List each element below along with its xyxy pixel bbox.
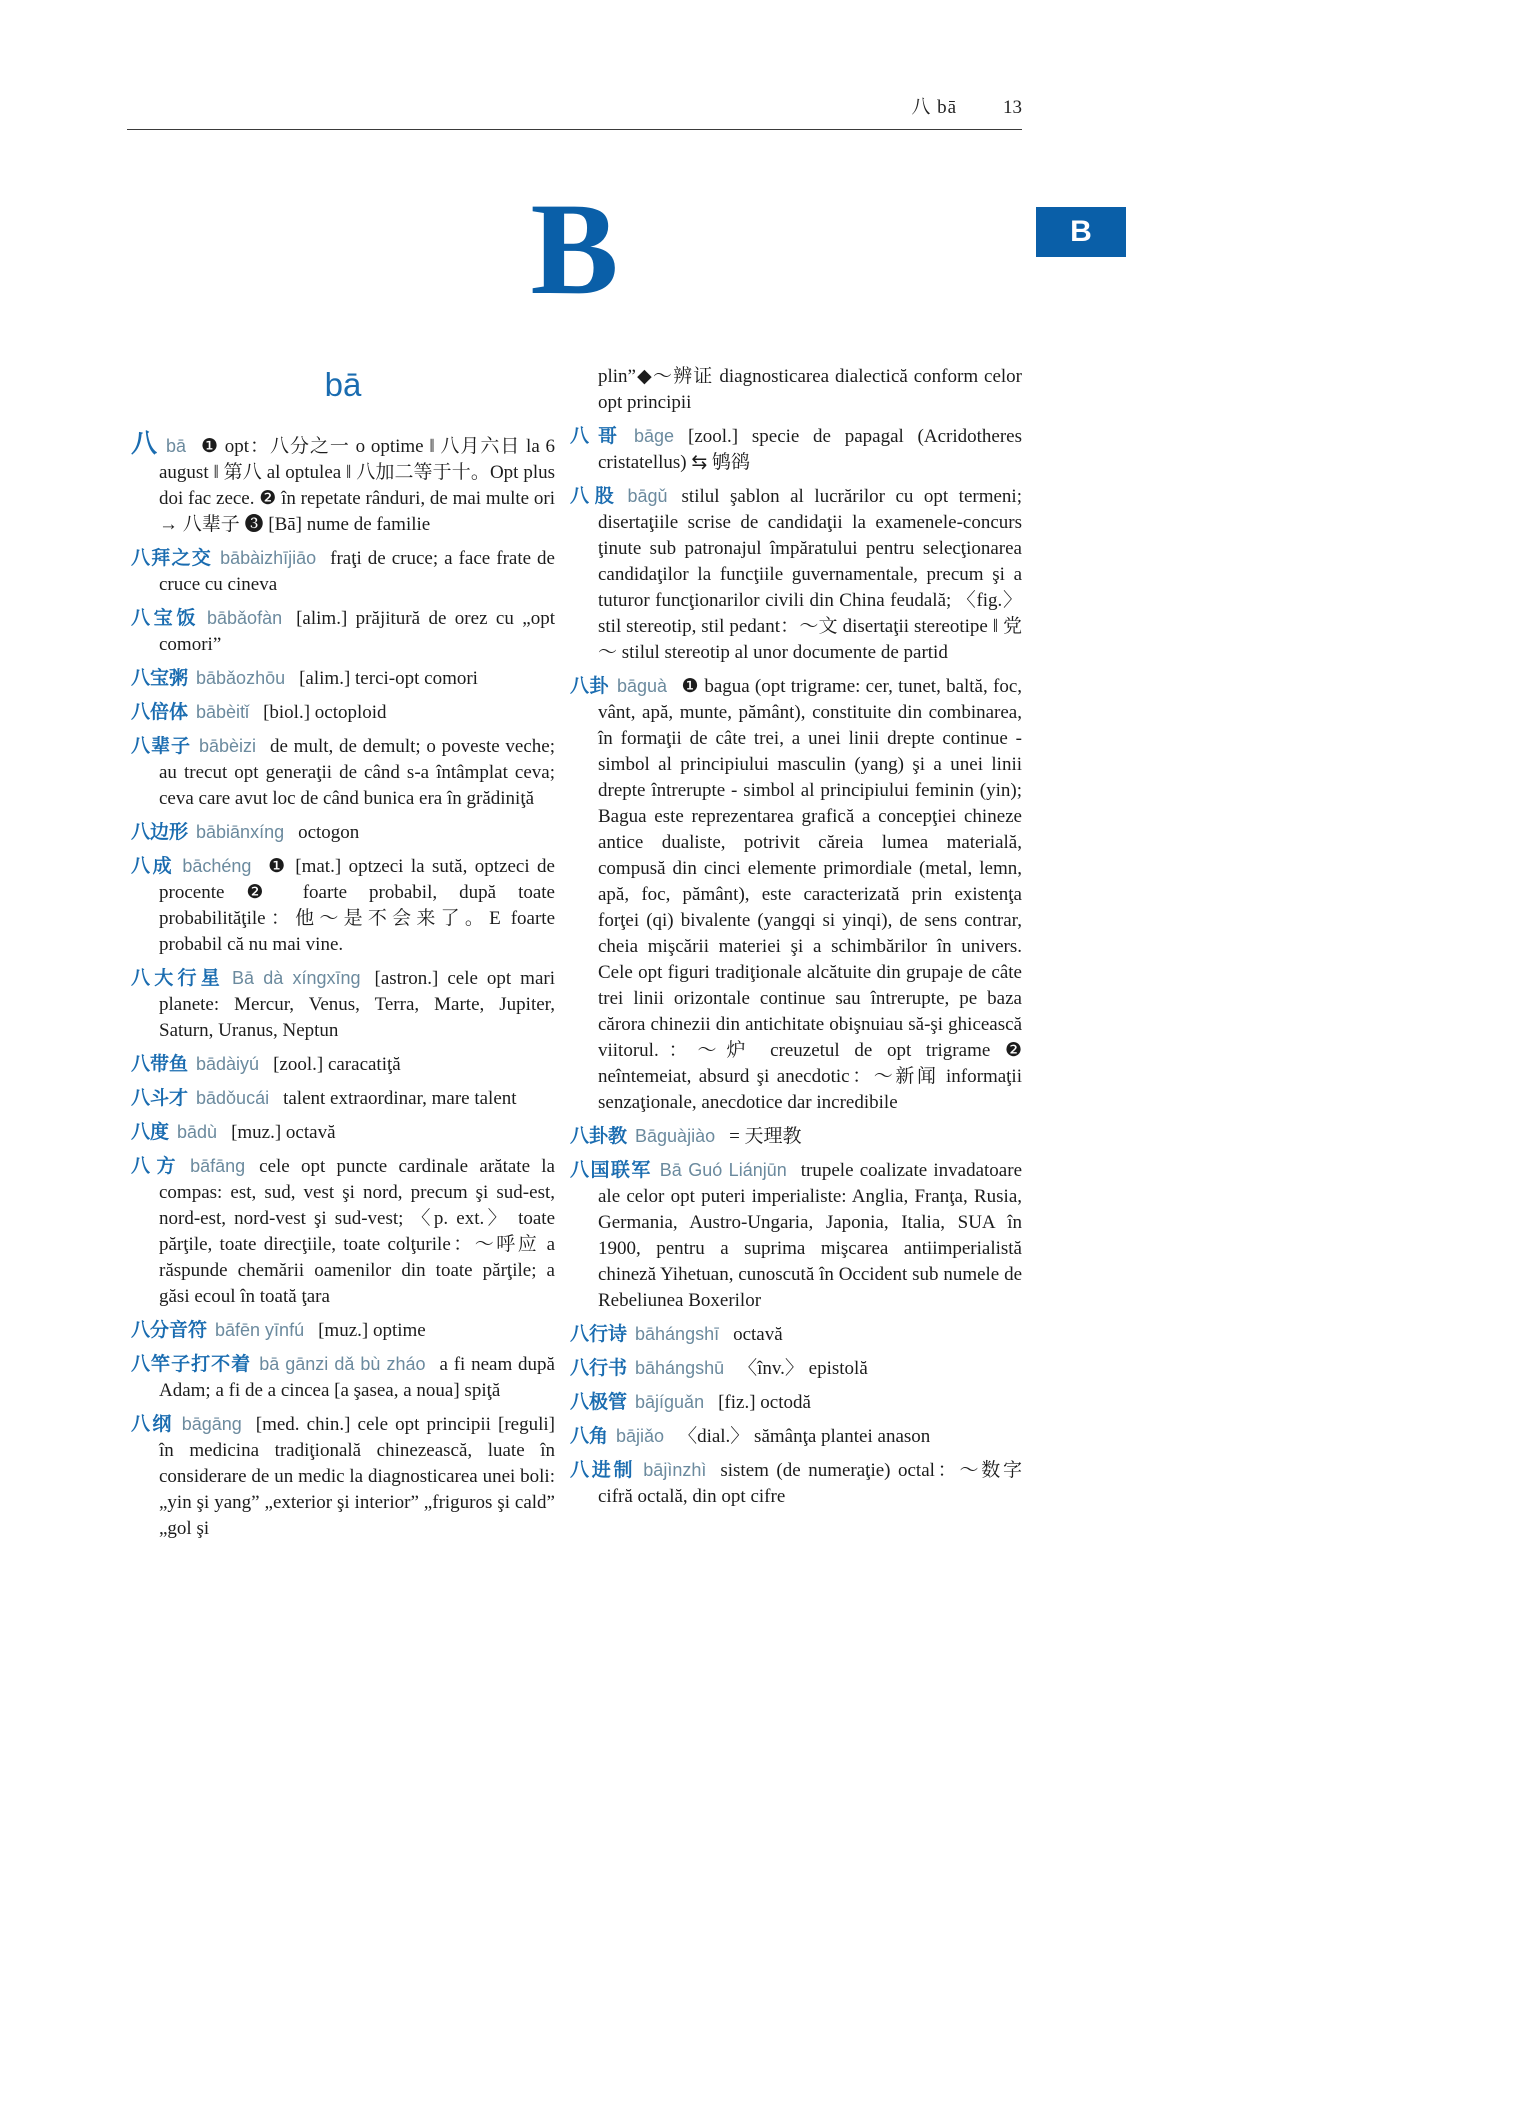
dictionary-entry — [131, 1119, 555, 1146]
page-header — [127, 92, 1022, 130]
entry-headword: 八大行星 — [131, 968, 224, 989]
entry-pinyin: bāgǔ — [627, 486, 668, 506]
entry-pinyin: bāfāng — [190, 1156, 246, 1176]
entry-headword: 八角 — [570, 1426, 609, 1447]
entry-headword: 八股 — [570, 486, 620, 507]
entry-headword: 八宝粥 — [131, 668, 189, 689]
dictionary-entry — [131, 1317, 555, 1344]
entry-pinyin: bājìnzhì — [643, 1460, 707, 1480]
entry-headword: 八卦 — [570, 676, 609, 697]
entry-headword: 八进制 — [570, 1460, 636, 1481]
entry-definition: ❶ bagua (opt trigrame: cer, tunet, baltă, foc, vânt, apă, munte, pământ), constituite din combinarea, în formaţii de câte trei, a unei linii drepte continue - simbol al principiului masculin (yang) şi a unei linii drepte întrerupte - simbol al principiului feminin (yin); Bagua este reprezentarea grafică a concepţiei chineze antice dualiste, potrivit căreia lumea materială, compusă din cinci elemente primordiale (metal, lemn, apă, foc, pământ), este caracterizată prin existenţa forţei (qi) bivalente (yangqi si yinqi), de sens contrar, cheia mişcării materiei şi a schimbărilor în univers. Cele opt figuri tradiţionale alcătuite din grupaje de câte trei linii orizontale continue sau întrerupte, pe baza cărora chinezii din antichitate obişnuiau să-şi ghicească viitorul.：～炉 creuzetul de opt trigrame ❷ neîntemeiat, absurd şi anecdotic：～新闻 informaţii senzaţionale, anecdotice dar incredibile — [598, 676, 1022, 1113]
entry-definition: [biol.] octoploid — [263, 702, 387, 723]
dictionary-entry — [131, 430, 555, 538]
entry-headword: 八行诗 — [570, 1324, 628, 1345]
entry-definition: trupele coalizate invadatoare ale celor opt puteri imperialiste: Anglia, Franţa, Rusia, Germania, Austro-Ungaria, Japonia, Italia, SUA în 1900, pentru a suprima mişcarea antiimperialistă chineză Yihetuan, cunoscută în Occident sub numele de Rebeliunea Boxerilor — [598, 1160, 1022, 1311]
right-column — [570, 364, 1022, 1517]
letter-thumb-tab: B — [1036, 207, 1126, 257]
dictionary-entry — [570, 423, 1022, 476]
entry-definition: fraţi de cruce; a face frate de cruce cu cineva — [159, 548, 555, 595]
entry-definition: talent extraordinar, mare talent — [283, 1088, 517, 1109]
dictionary-entry — [131, 1085, 555, 1112]
entry-pinyin: bādǒucái — [196, 1088, 270, 1108]
entry-definition: stilul şablon al lucrărilor cu opt termeni; disertaţiile scrise de candidaţii la examenele-concurs ţinute sub patronajul împăratului pentru selecţionarea candidaţilor la funcţiile guvernamentale, precum şi a tuturor funcţionarilor civili din China feudală; 〈fig.〉 stil stereotip, stil pedant：～文 disertaţii stereotipe ‖ 党～ stilul stereotip al unor documente de partid — [598, 486, 1022, 663]
dictionary-entry — [131, 605, 555, 658]
entry-headword: 八斗才 — [131, 1088, 189, 1109]
dictionary-entry — [570, 673, 1022, 1116]
entry-continuation — [570, 364, 1022, 416]
dictionary-entry — [131, 545, 555, 598]
entry-definition: de mult, de demult; o poveste veche; au trecut opt generaţii de când s-a întâmplat ceva; ceva care avut loc de când bunica era în grădiniţă — [159, 736, 555, 809]
entry-headword: 八辈子 — [131, 736, 191, 757]
entry-pinyin: bādù — [177, 1122, 218, 1142]
dictionary-entry — [131, 1411, 555, 1542]
entry-pinyin: bā gānzi dǎ bù zháo — [259, 1354, 426, 1374]
entry-pinyin: bāgāng — [181, 1414, 242, 1434]
entry-definition: [fiz.] octodă — [718, 1392, 811, 1413]
dictionary-entry — [570, 1355, 1022, 1382]
entry-definition: [astron.] cele opt mari planete: Mercur, Venus, Terra, Marte, Jupiter, Saturn, Uranus, Neptun — [159, 968, 555, 1041]
dictionary-entry — [131, 665, 555, 692]
entry-definition: = 天理教 — [729, 1126, 802, 1147]
entry-pinyin: bābiānxíng — [196, 822, 285, 842]
dictionary-entry — [570, 1321, 1022, 1348]
entry-pinyin: bāguà — [617, 676, 668, 696]
entry-definition: ❶ opt：八分之一 o optime ‖ 八月六日 la 6 august ‖ 第八 al optulea ‖ 八加二等于十。Opt plus doi fac zece. ❷ în repetate rânduri, de mai multe ori → 八辈子 ❸ [Bā] nume de familie — [159, 436, 555, 535]
entry-pinyin: bāchéng — [182, 856, 252, 876]
entry-definition: ❶ [mat.] optzeci la sută, optzeci de procente ❷ foarte probabil, după toate probabilităţile：他～是不会来了。E foarte probabil că nu mai vine. — [159, 856, 555, 955]
left-column — [131, 366, 555, 1549]
entry-pinyin: bābàizhījiāo — [220, 548, 317, 568]
running-title: 八 bā — [911, 97, 957, 118]
entry-pinyin: bāfēn yīnfú — [215, 1320, 305, 1340]
entry-definition: 〈dial.〉 sămânţa plantei anason — [678, 1426, 931, 1447]
dictionary-entry — [131, 733, 555, 812]
entry-pinyin: bābèitǐ — [196, 702, 250, 722]
entry-pinyin: bāge — [633, 426, 675, 446]
entry-headword: 八成 — [131, 856, 175, 877]
entry-headword: 八纲 — [131, 1414, 174, 1435]
entry-pinyin: bābǎofàn — [207, 608, 283, 628]
dictionary-entry — [570, 483, 1022, 666]
entry-definition: sistem (de numeraţie) octal：～数字 cifră octală, din opt cifre — [598, 1460, 1022, 1507]
entry-pinyin: bābǎozhōu — [196, 668, 286, 688]
dictionary-entry — [570, 1157, 1022, 1314]
page-number: 13 — [1003, 97, 1022, 118]
entry-definition: [zool.] specie de papagal (Acridotheres cristatellus) ⇆ 鸲鹆 — [598, 426, 1022, 473]
entry-definition: octogon — [298, 822, 360, 843]
entry-definition: [muz.] optime — [318, 1320, 426, 1341]
entry-headword: 八极管 — [570, 1392, 628, 1413]
entry-definition: cele opt puncte cardinale arătate la compas: est, sud, vest şi nord, precum şi sud-est, nord-est, nord-vest şi sud-vest; 〈p. ext.〉 toate părţile, toate direcţiile, toate colţurile：～呼应 a răspunde chemării oamenilor din toate părţile; a găsi ecoul în toată ţara — [159, 1156, 555, 1307]
entry-definition: [zool.] caracatiţă — [273, 1054, 401, 1075]
entry-headword: 八 — [131, 428, 158, 458]
entry-headword: 八卦教 — [570, 1126, 628, 1147]
dictionary-entry — [570, 1423, 1022, 1450]
entry-definition: 〈înv.〉 epistolă — [738, 1358, 868, 1379]
entry-headword: 八分音符 — [131, 1320, 208, 1341]
entry-headword: 八边形 — [131, 822, 189, 843]
entry-definition: a fi neam după Adam; a fi de a cincea [a şasea, a noua] spiţă — [159, 1354, 555, 1401]
entry-definition: [alim.] terci-opt comori — [299, 668, 478, 689]
entry-pinyin: bājiǎo — [616, 1426, 665, 1446]
entry-definition: [med. chin.] cele opt principii [reguli] în medicina tradiţională chinezească, luate în considerare de un medic la diagnosticarea unei boli: „yin şi yang” „exterior şi interior” „friguros şi cald” „gol şi — [159, 1414, 555, 1539]
entry-definition: plin”◆～辨证 diagnosticarea dialectică conform celor opt principii — [598, 366, 1022, 413]
section-letter: B — [530, 175, 619, 322]
dictionary-entry — [570, 1389, 1022, 1416]
entry-pinyin: bādàiyú — [196, 1054, 260, 1074]
entry-headword: 八度 — [131, 1122, 170, 1143]
entry-pinyin: bājíguǎn — [635, 1392, 705, 1412]
entry-headword: 八方 — [131, 1156, 183, 1177]
entry-pinyin: Bāguàjiào — [635, 1126, 716, 1146]
dictionary-entry — [131, 819, 555, 846]
entry-definition: [muz.] octavă — [231, 1122, 336, 1143]
entry-pinyin: Bā dà xíngxīng — [231, 968, 361, 988]
entry-headword: 八哥 — [570, 426, 626, 447]
dictionary-entry — [131, 853, 555, 958]
entry-headword: 八倍体 — [131, 702, 189, 723]
dictionary-entry — [570, 1123, 1022, 1150]
entry-definition: [alim.] prăjitură de orez cu „opt comori” — [159, 608, 555, 655]
dictionary-entry — [131, 965, 555, 1044]
entry-definition: octavă — [733, 1324, 783, 1345]
left-column-entries — [131, 430, 555, 1542]
dictionary-entry — [131, 1153, 555, 1310]
entry-headword: 八宝饭 — [131, 608, 200, 629]
entry-pinyin: Bā Guó Liánjūn — [659, 1160, 787, 1180]
section-pinyin-heading: bā — [324, 366, 362, 403]
entry-pinyin: bāhángshī — [635, 1324, 720, 1344]
entry-headword: 八国联军 — [570, 1160, 652, 1181]
dictionary-entry — [131, 699, 555, 726]
dictionary-entry — [570, 1457, 1022, 1510]
entry-headword: 八带鱼 — [131, 1054, 189, 1075]
entry-pinyin: bā — [165, 436, 187, 456]
entry-headword: 八行书 — [570, 1358, 628, 1379]
entry-headword: 八竿子打不着 — [131, 1354, 252, 1375]
entry-headword: 八拜之交 — [131, 548, 213, 569]
dictionary-entry — [131, 1351, 555, 1404]
entry-pinyin: bāhángshū — [635, 1358, 725, 1378]
dictionary-entry — [131, 1051, 555, 1078]
entry-pinyin: bābèizi — [198, 736, 256, 756]
